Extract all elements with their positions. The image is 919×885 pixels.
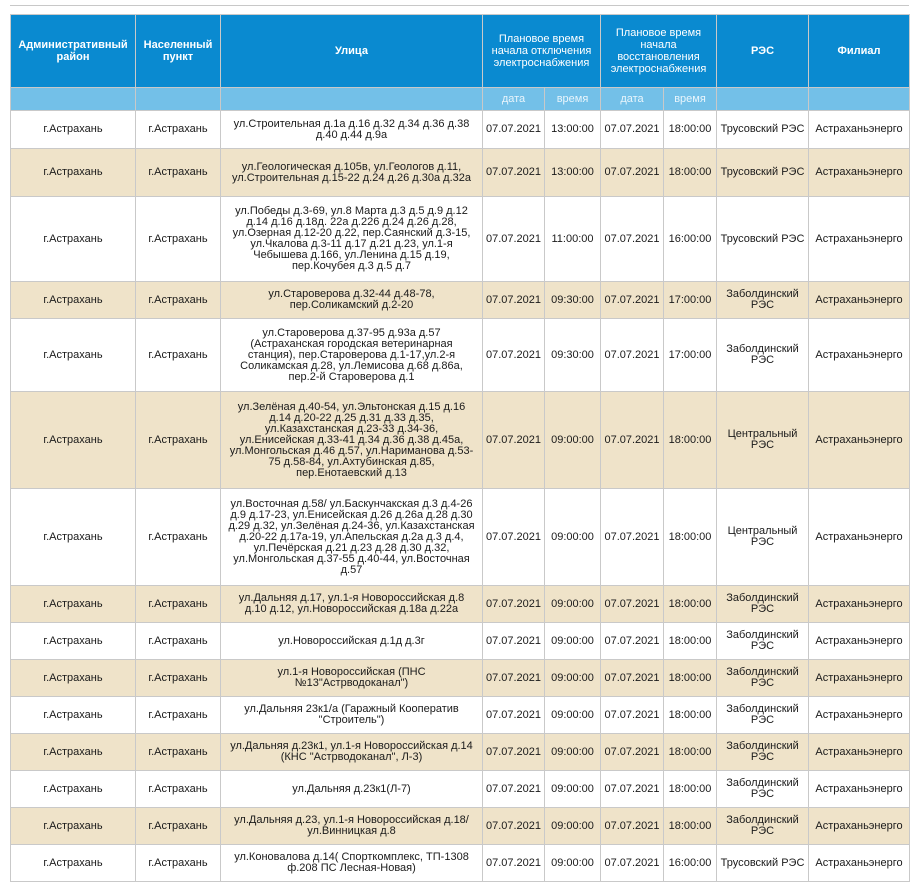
cell-branch: Астраханьэнерго	[809, 660, 910, 697]
cell-off-time: 13:00:00	[545, 111, 601, 149]
cell-on-date: 07.07.2021	[601, 319, 664, 392]
cell-on-date: 07.07.2021	[601, 392, 664, 489]
cell-off-date: 07.07.2021	[483, 489, 545, 586]
table-row	[11, 697, 910, 734]
cell-street: ул.Староверова д.37-95 д.93а д.57 (Астраханская городская ветеринарная станция), пер.Староверова д.1-17,ул.2-я Соликамская д.28, ул.Лемисова д.68 д.86а, пер.2-й Староверова д.1	[221, 319, 483, 392]
cell-off-date: 07.07.2021	[483, 697, 545, 734]
cell-on-date: 07.07.2021	[601, 197, 664, 282]
cell-branch: Астраханьэнерго	[809, 489, 910, 586]
cell-on-date: 07.07.2021	[601, 697, 664, 734]
table-row	[11, 586, 910, 623]
cell-street: ул.Строительная д.1а д.16 д.32 д.34 д.36 д.38 д.40 д.44 д.9а	[221, 111, 483, 149]
cell-district: г.Астрахань	[11, 808, 136, 845]
cell-res: Заболдинский РЭС	[717, 586, 809, 623]
cell-off-time: 09:00:00	[545, 586, 601, 623]
cell-res: Заболдинский РЭС	[717, 808, 809, 845]
cell-off-time: 09:00:00	[545, 489, 601, 586]
header-district: Административный район	[11, 15, 136, 88]
cell-off-date: 07.07.2021	[483, 845, 545, 882]
header-off-time: Плановое время начала отключения электроснабжения	[483, 15, 601, 88]
table-row	[11, 111, 910, 149]
cell-off-date: 07.07.2021	[483, 623, 545, 660]
cell-off-date: 07.07.2021	[483, 392, 545, 489]
cell-branch: Астраханьэнерго	[809, 586, 910, 623]
cell-district: г.Астрахань	[11, 111, 136, 149]
cell-off-date: 07.07.2021	[483, 586, 545, 623]
cell-street: ул.1-я Новороссийская (ПНС №13"Астрводоканал")	[221, 660, 483, 697]
cell-branch: Астраханьэнерго	[809, 149, 910, 197]
subheader-blank	[11, 88, 136, 111]
cell-off-time: 13:00:00	[545, 149, 601, 197]
cell-street: ул.Староверова д.32-44 д.48-78, пер.Соликамский д.2-20	[221, 282, 483, 319]
outage-schedule-table	[10, 14, 910, 882]
cell-on-time: 18:00:00	[664, 586, 717, 623]
cell-on-time: 17:00:00	[664, 282, 717, 319]
cell-street: ул.Дальняя д.23, ул.1-я Новороссийская д.18/ ул.Винницкая д.8	[221, 808, 483, 845]
header-locality: Населенный пункт	[136, 15, 221, 88]
cell-district: г.Астрахань	[11, 489, 136, 586]
cell-on-date: 07.07.2021	[601, 149, 664, 197]
cell-off-time: 09:00:00	[545, 697, 601, 734]
cell-locality: г.Астрахань	[136, 392, 221, 489]
subheader-on-date: дата	[601, 88, 664, 111]
table-row	[11, 845, 910, 882]
subheader-off-date: дата	[483, 88, 545, 111]
cell-off-date: 07.07.2021	[483, 111, 545, 149]
cell-off-time: 11:00:00	[545, 197, 601, 282]
cell-street: ул.Коновалова д.14( Спорткомплекс, ТП-1308 ф.208 ПС Лесная-Новая)	[221, 845, 483, 882]
cell-district: г.Астрахань	[11, 149, 136, 197]
subheader-off-time: время	[545, 88, 601, 111]
cell-off-date: 07.07.2021	[483, 282, 545, 319]
table-row	[11, 149, 910, 197]
cell-street: ул.Победы д.3-69, ул.8 Марта д.3 д.5 д.9 д.12 д.14 д.16 д.18д. 22а д.226 д.24 д.26 д.28, ул.Озерная д.12-20 д.22, пер.Саянский д.3-15, ул.Чкалова д.3-11 д.17 д.21 д.23, ул.1-я Чебышева д.166, ул.Ленина д.15 д.19, пер.Кочубея д.3 д.5 д.7	[221, 197, 483, 282]
cell-off-time: 09:00:00	[545, 845, 601, 882]
cell-on-time: 18:00:00	[664, 660, 717, 697]
cell-district: г.Астрахань	[11, 623, 136, 660]
cell-locality: г.Астрахань	[136, 623, 221, 660]
cell-res: Центральный РЭС	[717, 392, 809, 489]
cell-res: Заболдинский РЭС	[717, 697, 809, 734]
cell-street: ул.Дальняя 23к1/а (Гаражный Кооператив "Строитель")	[221, 697, 483, 734]
cell-on-time: 18:00:00	[664, 489, 717, 586]
header-branch: Филиал	[809, 15, 910, 88]
cell-on-date: 07.07.2021	[601, 660, 664, 697]
cell-locality: г.Астрахань	[136, 111, 221, 149]
cell-on-time: 18:00:00	[664, 149, 717, 197]
cell-locality: г.Астрахань	[136, 197, 221, 282]
cell-district: г.Астрахань	[11, 586, 136, 623]
subheader-on-time: время	[664, 88, 717, 111]
cell-res: Заболдинский РЭС	[717, 734, 809, 771]
cell-off-time: 09:30:00	[545, 282, 601, 319]
header-res: РЭС	[717, 15, 809, 88]
table-row	[11, 197, 910, 282]
cell-branch: Астраханьэнерго	[809, 734, 910, 771]
cell-branch: Астраханьэнерго	[809, 392, 910, 489]
cell-on-time: 16:00:00	[664, 845, 717, 882]
cell-off-time: 09:00:00	[545, 808, 601, 845]
cell-off-time: 09:00:00	[545, 771, 601, 808]
cell-locality: г.Астрахань	[136, 319, 221, 392]
cell-off-date: 07.07.2021	[483, 808, 545, 845]
cell-street: ул.Восточная д.58/ ул.Баскунчакская д.3 д.4-26 д.9 д.17-23, ул.Енисейская д.26 д.26а д.28 д.30 д.29 д.32, ул.Зелёная д.24-36, ул.Казахстанская д.20-22 д.17а-19, ул.Апельская д.2а д.3 д.4, ул.Печёрская д.21 д.23 д.28 д.30 д.32, ул.Монгольская д.37-55 д.40-44, ул.Восточная д.57	[221, 489, 483, 586]
cell-res: Трусовский РЭС	[717, 845, 809, 882]
cell-off-date: 07.07.2021	[483, 734, 545, 771]
cell-res: Заболдинский РЭС	[717, 319, 809, 392]
cell-on-time: 18:00:00	[664, 734, 717, 771]
cell-district: г.Астрахань	[11, 660, 136, 697]
table-row	[11, 734, 910, 771]
table-row	[11, 623, 910, 660]
cell-off-time: 09:00:00	[545, 660, 601, 697]
cell-on-time: 18:00:00	[664, 623, 717, 660]
cell-branch: Астраханьэнерго	[809, 111, 910, 149]
cell-branch: Астраханьэнерго	[809, 197, 910, 282]
cell-branch: Астраханьэнерго	[809, 697, 910, 734]
cell-on-date: 07.07.2021	[601, 623, 664, 660]
cell-street: ул.Новороссийская д.1д д.3г	[221, 623, 483, 660]
cell-branch: Астраханьэнерго	[809, 623, 910, 660]
cell-locality: г.Астрахань	[136, 808, 221, 845]
cell-off-date: 07.07.2021	[483, 149, 545, 197]
cell-on-date: 07.07.2021	[601, 282, 664, 319]
cell-locality: г.Астрахань	[136, 660, 221, 697]
cell-street: ул.Зелёная д.40-54, ул.Эльтонская д.15 д.16 д.14 д.20-22 д.25 д.31 д.33 д.35, ул.Казахстанская д.23-33 д.34-36, ул.Енисейская д.33-41 д.34 д.36 д.38 д.45а, ул.Монгольская д.46 д.57, ул.Нариманова д.53-75 д.58-84, ул.Ахтубинская д.85, пер.Енотаевский д.13	[221, 392, 483, 489]
subheader-blank	[221, 88, 483, 111]
cell-res: Трусовский РЭС	[717, 197, 809, 282]
cell-branch: Астраханьэнерго	[809, 319, 910, 392]
table-row	[11, 808, 910, 845]
cell-on-time: 18:00:00	[664, 111, 717, 149]
cell-res: Центральный РЭС	[717, 489, 809, 586]
cell-district: г.Астрахань	[11, 197, 136, 282]
cell-off-time: 09:00:00	[545, 623, 601, 660]
table-row	[11, 771, 910, 808]
cell-off-date: 07.07.2021	[483, 771, 545, 808]
cell-on-time: 18:00:00	[664, 808, 717, 845]
header-on-time: Плановое время начала восстановления электроснабжения	[601, 15, 717, 88]
cell-on-time: 18:00:00	[664, 771, 717, 808]
cell-district: г.Астрахань	[11, 697, 136, 734]
cell-street: ул.Дальняя д.23к1(Л-7)	[221, 771, 483, 808]
cell-branch: Астраханьэнерго	[809, 808, 910, 845]
cell-on-date: 07.07.2021	[601, 845, 664, 882]
cell-on-date: 07.07.2021	[601, 734, 664, 771]
cell-on-time: 18:00:00	[664, 392, 717, 489]
table-row	[11, 319, 910, 392]
cell-locality: г.Астрахань	[136, 586, 221, 623]
table-row	[11, 392, 910, 489]
table-header	[11, 15, 910, 111]
cell-branch: Астраханьэнерго	[809, 771, 910, 808]
cell-on-date: 07.07.2021	[601, 586, 664, 623]
cell-res: Заболдинский РЭС	[717, 282, 809, 319]
cell-on-date: 07.07.2021	[601, 808, 664, 845]
cell-district: г.Астрахань	[11, 319, 136, 392]
cell-locality: г.Астрахань	[136, 734, 221, 771]
cell-off-time: 09:00:00	[545, 392, 601, 489]
cell-res: Заболдинский РЭС	[717, 660, 809, 697]
cell-on-time: 17:00:00	[664, 319, 717, 392]
table-body	[11, 111, 910, 882]
subheader-blank	[717, 88, 809, 111]
cell-district: г.Астрахань	[11, 845, 136, 882]
cell-district: г.Астрахань	[11, 392, 136, 489]
cell-district: г.Астрахань	[11, 282, 136, 319]
cell-on-time: 16:00:00	[664, 197, 717, 282]
cell-locality: г.Астрахань	[136, 771, 221, 808]
table-row	[11, 660, 910, 697]
cell-district: г.Астрахань	[11, 734, 136, 771]
cell-off-time: 09:30:00	[545, 319, 601, 392]
cell-street: ул.Дальняя д.17, ул.1-я Новороссийская д.8 д.10 д.12, ул.Новороссийская д.18а д.22а	[221, 586, 483, 623]
cell-locality: г.Астрахань	[136, 149, 221, 197]
cell-res: Трусовский РЭС	[717, 111, 809, 149]
subheader-blank	[809, 88, 910, 111]
cell-on-date: 07.07.2021	[601, 111, 664, 149]
cell-locality: г.Астрахань	[136, 845, 221, 882]
cell-branch: Астраханьэнерго	[809, 845, 910, 882]
cell-on-date: 07.07.2021	[601, 489, 664, 586]
cell-locality: г.Астрахань	[136, 697, 221, 734]
cell-district: г.Астрахань	[11, 771, 136, 808]
header-street: Улица	[221, 15, 483, 88]
cell-locality: г.Астрахань	[136, 489, 221, 586]
cell-res: Заболдинский РЭС	[717, 623, 809, 660]
cell-res: Заболдинский РЭС	[717, 771, 809, 808]
cell-branch: Астраханьэнерго	[809, 282, 910, 319]
table-row	[11, 489, 910, 586]
top-divider	[10, 5, 909, 6]
cell-on-time: 18:00:00	[664, 697, 717, 734]
cell-on-date: 07.07.2021	[601, 771, 664, 808]
cell-street: ул.Дальняя д.23к1, ул.1-я Новороссийская д.14 (КНС "Астрводоканал", Л-3)	[221, 734, 483, 771]
cell-res: Трусовский РЭС	[717, 149, 809, 197]
cell-street: ул.Геологическая д.105в, ул.Геологов д.11, ул.Строительная д.15-22 д.24 д.26 д.30а д.32а	[221, 149, 483, 197]
cell-off-date: 07.07.2021	[483, 319, 545, 392]
cell-off-time: 09:00:00	[545, 734, 601, 771]
cell-off-date: 07.07.2021	[483, 197, 545, 282]
table-row	[11, 282, 910, 319]
cell-off-date: 07.07.2021	[483, 660, 545, 697]
cell-locality: г.Астрахань	[136, 282, 221, 319]
subheader-blank	[136, 88, 221, 111]
